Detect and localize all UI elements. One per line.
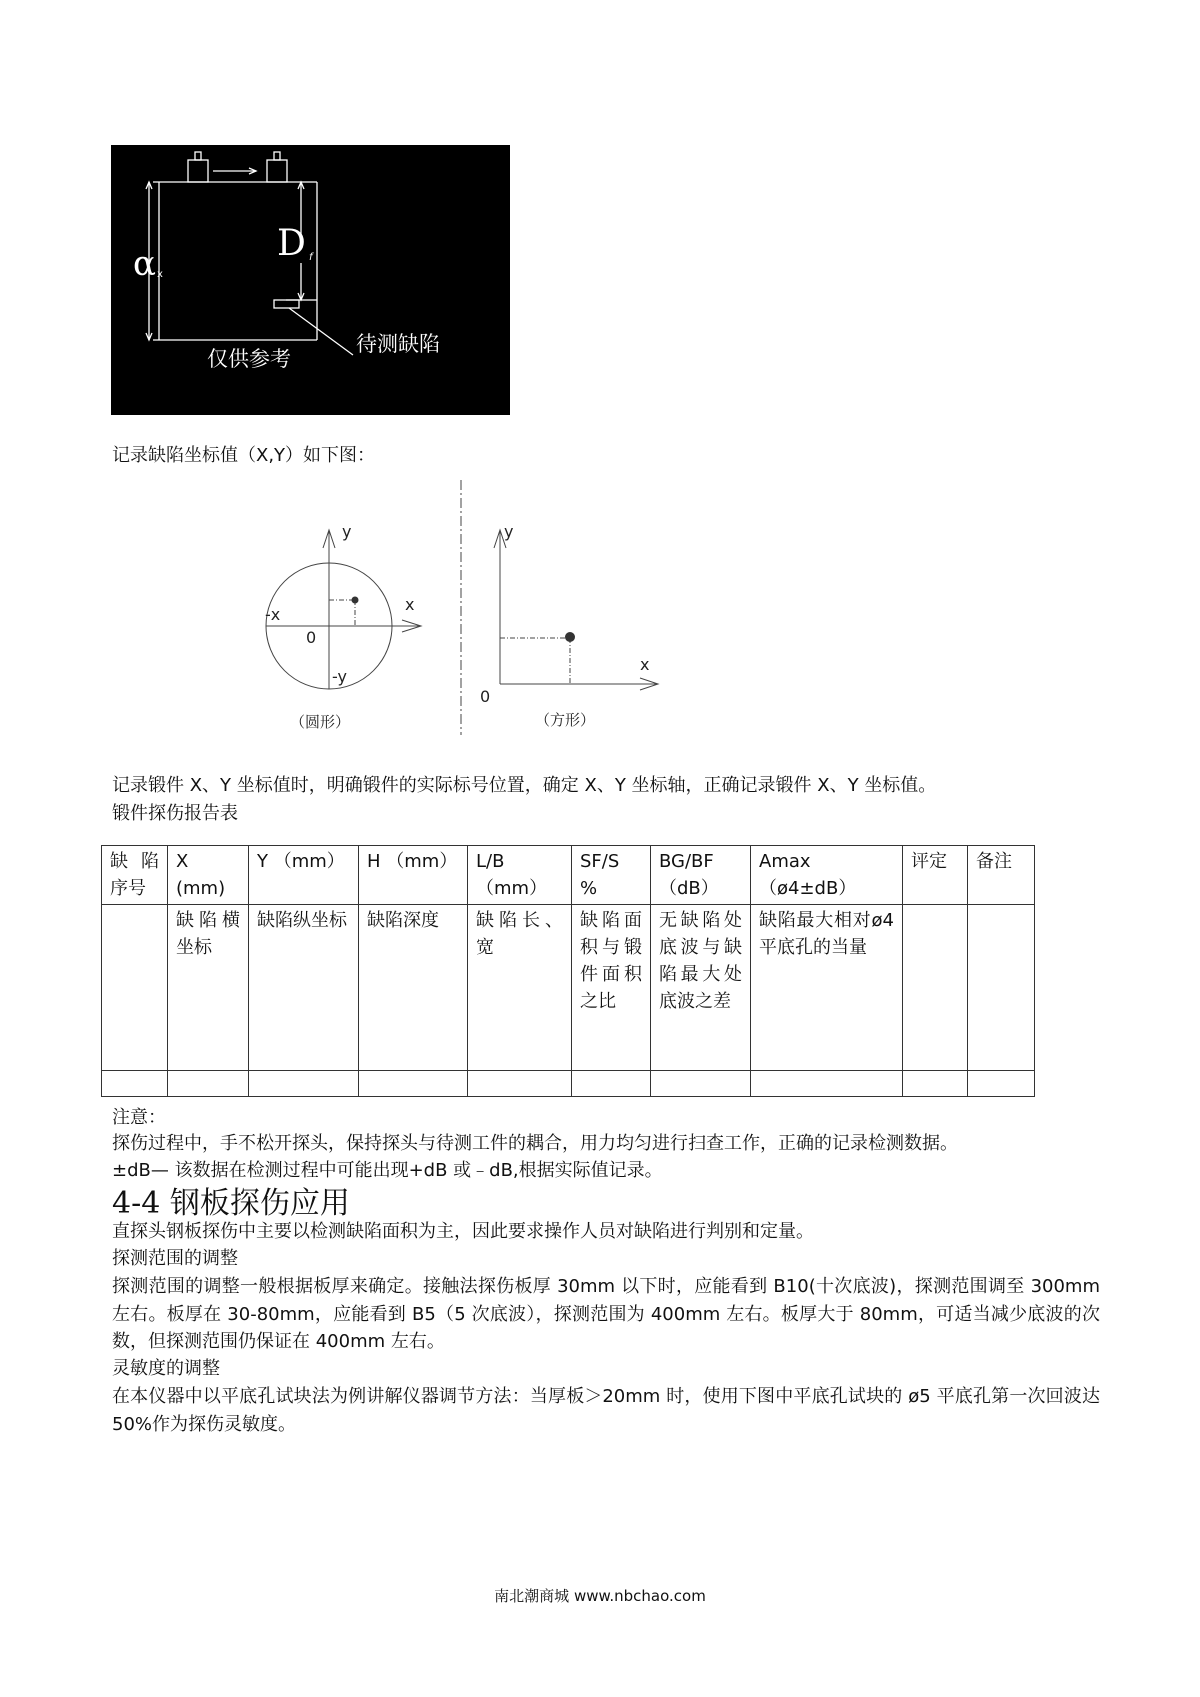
header-cell: 备注 [968,846,1035,905]
figure-caption: 仅供参考 [207,347,291,371]
circle-neg-x-label: -x [265,605,281,624]
defect-label: 待测缺陷 [356,332,440,356]
header-cell: H （mm） [359,846,468,905]
section-paragraph-3: 在本仪器中以平底孔试块法为例讲解仪器调节方法：当厚板＞20mm 时，使用下图中平底孔试块的 ø5 平底孔第一次回波达 50%作为探伤灵敏度。 [112,1386,1100,1435]
empty-cell [249,1071,359,1097]
square-origin-label: 0 [480,687,491,706]
depth-subscript: f [309,252,313,263]
empty-cell [751,1071,903,1097]
table-title: 锻件探伤报告表 [112,803,238,824]
empty-cell [168,1071,249,1097]
defect-point-circle [352,597,359,604]
description-cell [968,905,1035,1071]
notes-title: 注意： [112,1107,166,1128]
defect-point-square [565,632,575,642]
defect-depth-figure [111,145,510,415]
empty-cell [468,1071,572,1097]
notes-line-2: ±dB— 该数据在检测过程中可能出现+dB 或﹣dB,根据实际值记录。 [112,1160,663,1181]
header-cell: Amax （ø4±dB） [751,846,903,905]
description-cell: 缺陷横坐标 [168,905,249,1071]
section-heading: 4-4 钢板探伤应用 [112,1186,350,1221]
description-cell [102,905,168,1071]
empty-cell [968,1071,1035,1097]
coord-intro: 记录缺陷坐标值（X,Y）如下图： [112,445,376,466]
section-paragraph-1: 直探头钢板探伤中主要以检测缺陷面积为主，因此要求操作人员对缺陷进行判别和定量。 [112,1221,814,1242]
description-cell: 缺陷纵坐标 [249,905,359,1071]
record-note: 记录锻件 X、Y 坐标值时，明确锻件的实际标号位置，确定 X、Y 坐标轴，正确记录锻件 X、Y 坐标值。 [112,775,937,796]
description-cell: 缺陷最大相对ø4 平底孔的当量 [751,905,903,1071]
empty-cell [903,1071,968,1097]
section-paragraph-2: 探测范围的调整一般根据板厚来确定。接触法探伤板厚 30mm 以下时，应能看到 B10(十次底波)，探测范围调至 300mm 左右。板厚在 30-80mm，应能看到 B5（5 次底波），探测范围为 400mm 左右。板厚大于 80mm，可适当减少底波的次数，但探测范围仍保证在 400mm 左右。 [112,1276,1100,1352]
header-cell: L/B （mm） [468,846,572,905]
table-header-row [102,846,1035,905]
circle-y-label: y [342,522,352,541]
header-cell: SF/S % [572,846,651,905]
header-cell: X (mm) [168,846,249,905]
table-row-empty [102,1071,1035,1097]
square-caption: （方形） [535,711,596,729]
table-row [102,905,1035,1071]
empty-cell [359,1071,468,1097]
defect-depth-diagram [111,145,510,415]
subheading-sensitivity: 灵敏度的调整 [112,1358,220,1379]
description-cell: 无缺陷处底波与缺陷最大处底波之差 [651,905,751,1071]
alpha-subscript: x [157,269,163,280]
empty-cell [651,1071,751,1097]
page-footer: 南北潮商城 www.nbchao.com [494,1587,706,1605]
circle-caption: （圆形） [290,713,351,731]
header-cell: 评定 [903,846,968,905]
probe-start [188,160,208,182]
circle-x-label: x [405,595,415,614]
description-cell: 缺陷长、宽 [468,905,572,1071]
subheading-range: 探测范围的调整 [112,1248,238,1269]
empty-cell [102,1071,168,1097]
description-cell [903,905,968,1071]
circle-origin-label: 0 [306,628,317,647]
empty-cell [572,1071,651,1097]
circle-neg-y-label: -y [332,667,347,686]
header-cell: BG/BF （dB） [651,846,751,905]
coordinate-diagram [240,480,700,750]
header-cell: 缺陷序号 [102,846,168,905]
notes-line-1: 探伤过程中，手不松开探头，保持探头与待测工件的耦合，用力均匀进行扫查工作，正确的记录检测数据。 [112,1133,958,1154]
square-y-label: y [504,522,514,541]
header-cell: Y （mm） [249,846,359,905]
depth-label: D [277,223,306,264]
description-cell: 缺陷面积与锻件面积之比 [572,905,651,1071]
forging-report-table [101,845,1035,1097]
description-cell: 缺陷深度 [359,905,468,1071]
coordinate-figure [240,480,700,750]
probe-end [267,160,287,182]
square-x-label: x [640,655,650,674]
alpha-label: α [133,244,156,284]
